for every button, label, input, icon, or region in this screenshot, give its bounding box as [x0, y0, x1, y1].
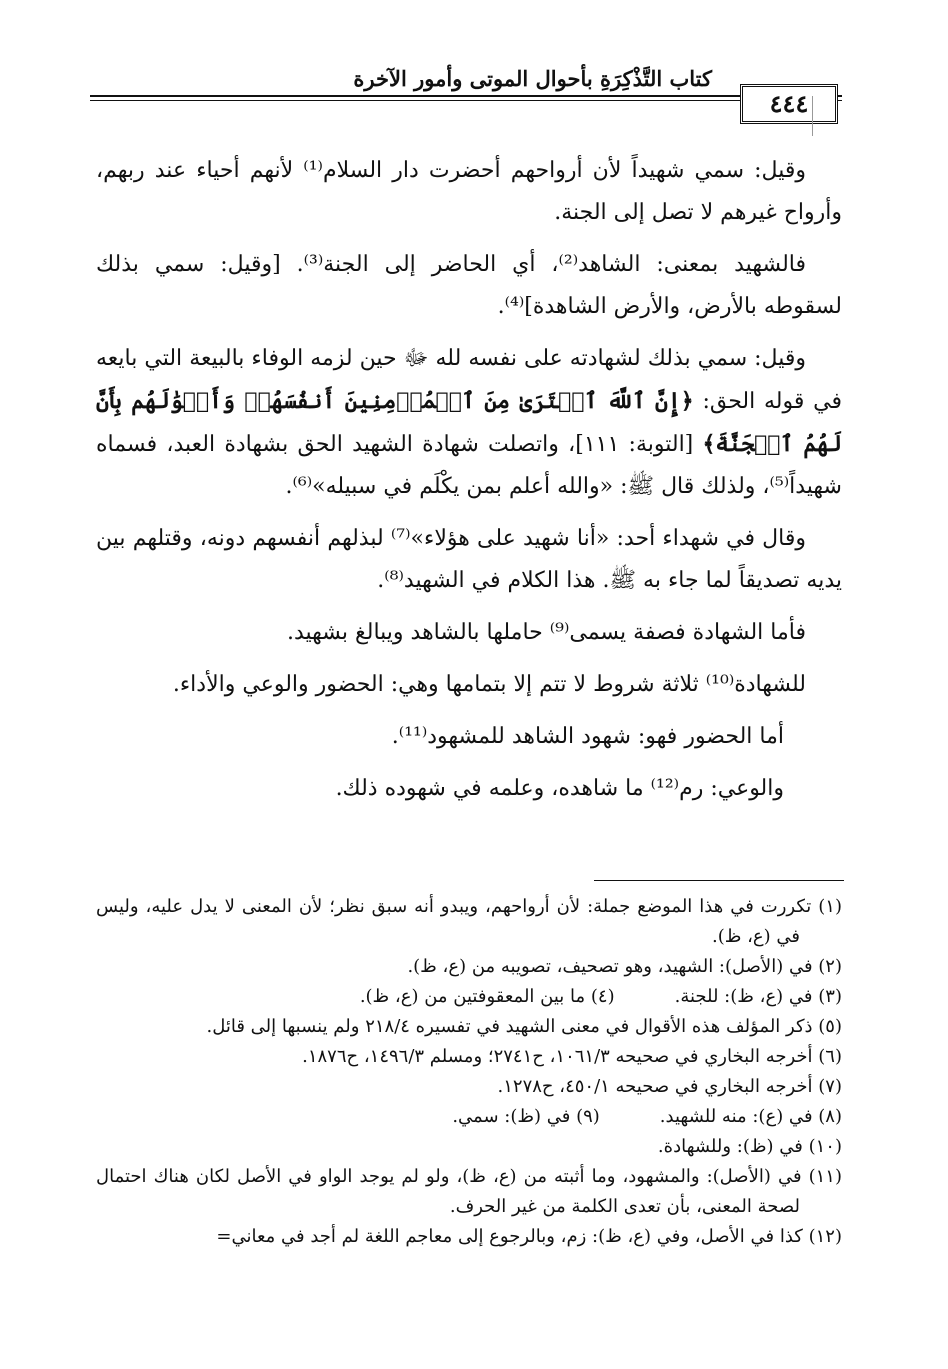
footnote-9: (٩) في (ظ): سمي. — [452, 1106, 600, 1127]
header-rule — [90, 95, 842, 97]
header-rule-thin — [90, 100, 842, 101]
footnote-11: (١١) في (الأصل): والمشهود، وما أثبته من (ع، ظ)، ولو لم يوجد الواو في الأصل لكان هناك احتمال لصحة المعنى، بأن تعدى الكلمة من غير الحرف. — [96, 1166, 842, 1217]
paragraph-3-text: وقيل: سمي بذلك لشهادته على نفسه لله ﷻ حين لزمه الوفاء بالبيعة التي بايعه في قوله الحق: — [96, 346, 842, 414]
main-text — [96, 150, 842, 820]
footnote-1: (١) تكررت في هذا الموضع جملة: لأن أرواحهم، ويبدو أنه سبق نظر؛ لأن المعنى لا يدل عليه، وليس في (ع، ظ). — [96, 896, 842, 947]
footnote-12: (١٢) كذا في الأصل، وفي (ع، ظ): زم، وبالرجوع إلى معاجم اللغة لم أجد في معاني= — [216, 1226, 842, 1247]
page-number: ٤٤٤ — [740, 84, 838, 124]
running-title: كتاب التَّذْكِرَةِ بأحوال الموتى وأمور الآخرة — [353, 66, 712, 91]
paragraph-3 — [96, 338, 842, 508]
page-header — [90, 62, 842, 132]
quran-verse: ﴿إِنَّ ٱللَّهَ ٱشۡتَرَىٰ مِنَ ٱلۡمُؤۡمِنِينَ أَنفُسَهُمۡ وَأَمۡوَٰلَهُم بِأَنَّ لَهُمُ ٱلۡجَنَّةَ﴾ — [96, 388, 842, 457]
footnote-8: (٨) في (ع): منه للشهيد. — [659, 1106, 842, 1127]
paragraph-5: فأما الشهادة فصفة يسمى⁽⁹⁾ حاملها بالشاهد ويبالغ بشهيد. — [286, 620, 806, 645]
footnotes — [96, 892, 842, 1252]
paragraph-2: فالشهيد بمعنى: الشاهد⁽²⁾، أي الحاضر إلى الجنة⁽³⁾. [وقيل: سمي بذلك لسقوطه بالأرض، والأرض الشاهدة]⁽⁴⁾. — [96, 252, 842, 319]
footnote-6: (٦) أخرجه البخاري في صحيحه ١٠٦١/٣، ح٢٧٤١؛ ومسلم ١٤٩٦/٣، ح١٨٧٦. — [302, 1046, 842, 1067]
paragraph-3-text-end: [التوبة: ١١١]، واتصلت شهادة الشهيد الحق بشهادة العبد، فسماه شهيداً⁽⁵⁾، ولذلك قال ﷺ: «والله أعلم بمن يكْلَم في سبيله»⁽⁶⁾. — [96, 432, 842, 499]
paragraph-4: وقال في شهداء أحد: «أنا شهيد على هؤلاء»⁽⁷⁾ لبذلهم أنفسهم دونه، وقتلهم بين يديه تصديقاً لما جاء به ﷺ. هذا الكلام في الشهيد⁽⁸⁾. — [96, 526, 842, 593]
footnote-row — [96, 982, 842, 1012]
footnote-7: (٧) أخرجه البخاري في صحيحه ٤٥٠/١، ح١٢٧٨. — [497, 1076, 842, 1097]
margin-mark — [812, 96, 813, 136]
footnote-separator — [594, 880, 844, 881]
paragraph-8: والوعي: رم⁽¹²⁾ ما شاهده، وعلمه في شهوده ذلك. — [335, 776, 784, 801]
paragraph-1: وقيل: سمي شهيداً لأن أرواحهم أحضرت دار السلام⁽¹⁾ لأنهم أحياء عند ربهم، وأرواح غيرهم لا تصل إلى الجنة. — [96, 158, 842, 225]
paragraph-6: للشهادة⁽¹⁰⁾ ثلاثة شروط لا تتم إلا بتمامها وهي: الحضور والوعي والأداء. — [172, 672, 806, 697]
footnote-3: (٣) في (ع، ظ): للجنة. — [674, 986, 842, 1007]
footnote-row — [96, 1102, 842, 1132]
footnote-4: (٤) ما بين المعقوفتين من (ع، ظ). — [359, 986, 615, 1007]
footnote-2: (٢) في (الأصل): الشهيد، وهو تصحيف، تصويبه من (ع، ظ). — [407, 956, 842, 977]
paragraph-7: أما الحضور فهو: شهود الشاهد للمشهود⁽¹¹⁾. — [391, 724, 784, 749]
footnote-5: (٥) ذكر المؤلف هذه الأقوال في معنى الشهيد في تفسيره ٢١٨/٤ ولم ينسبها إلى قائل. — [206, 1016, 842, 1037]
footnote-10: (١٠) في (ظ): وللشهادة. — [657, 1136, 842, 1157]
